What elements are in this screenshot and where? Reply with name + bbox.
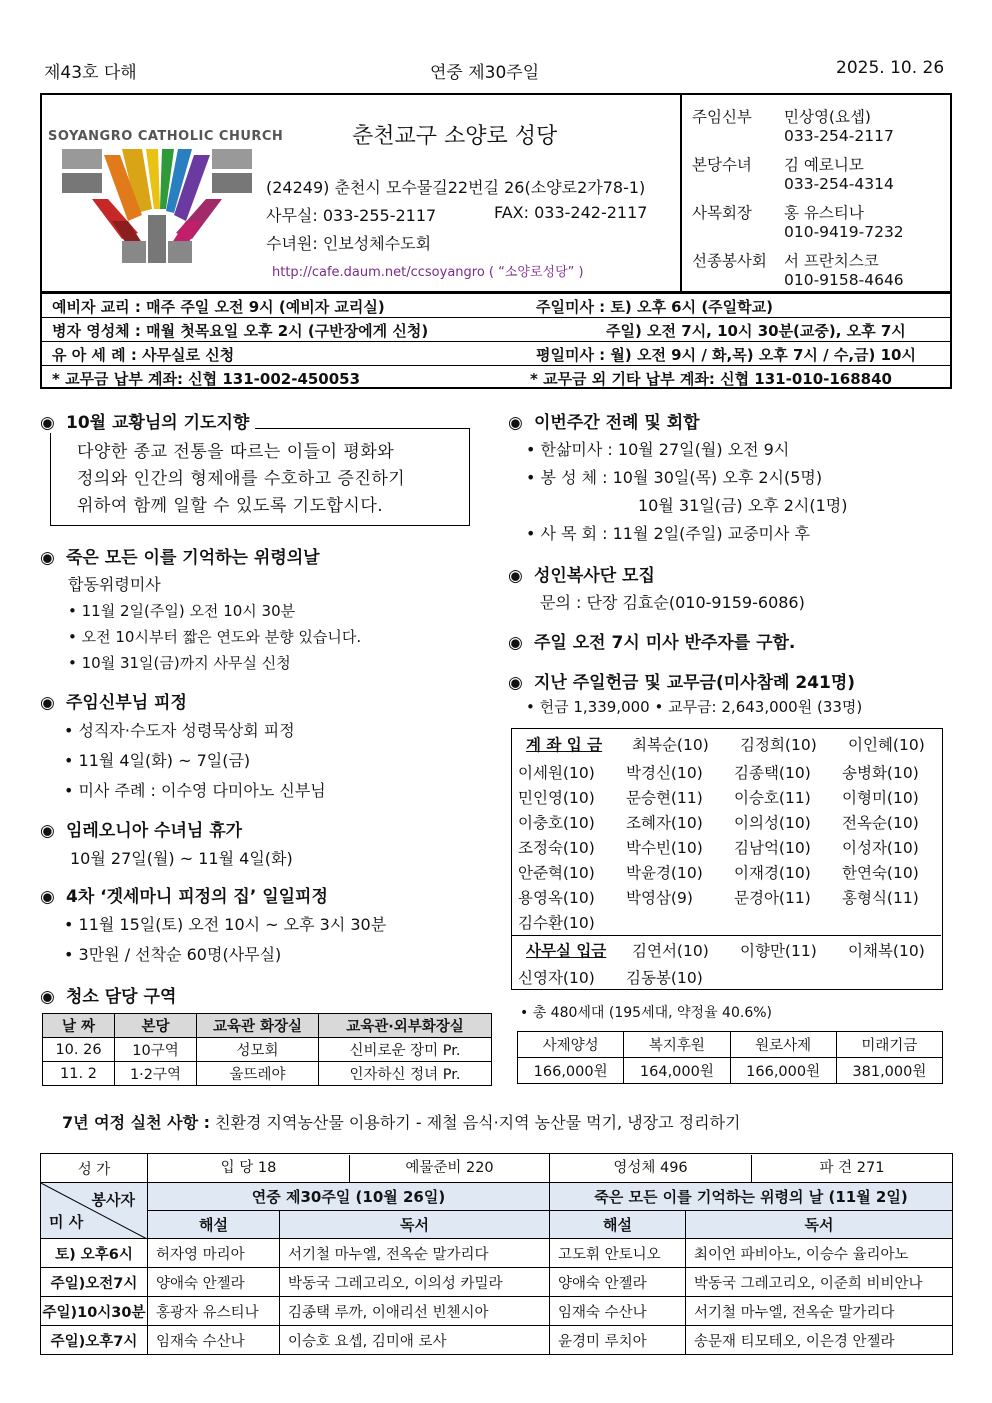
- donor-row: 이충호(10) 조혜자(10) 이의성(10) 전옥순(10): [518, 814, 919, 832]
- organist-title: ◉ 주일 오전 7시 미사 반주자를 구함.: [508, 633, 796, 653]
- donor-row: 이세원(10) 박경신(10) 김종택(10) 송병화(10): [518, 764, 919, 782]
- memorial-title: ◉ 죽은 모든 이를 기억하는 위령의날: [40, 548, 320, 568]
- donor-row: 민인영(10) 문승현(11) 이승호(11) 이형미(10): [518, 789, 919, 807]
- cafe-link[interactable]: http://cafe.daum.net/ccsoyangro ( “소양로성당” ): [272, 265, 584, 280]
- retreat-item: • 11월 4일(화) ~ 7일(금): [64, 751, 251, 770]
- header-divider: [680, 95, 682, 291]
- office-deposit-label: 사무실 입금: [526, 942, 607, 960]
- logo-text: SOYANGRO CATHOLIC CHURCH: [48, 129, 284, 144]
- donor-row: 안준혁(10) 박윤경(10) 이재경(10) 한연숙(10): [518, 864, 919, 882]
- table-row: 토) 오후6시 허자영 마리아 서기철 마누엘, 전옥순 말가리다 고도휘 안토니오 최이언 파비아노, 이승수 율리아노: [41, 1239, 953, 1268]
- prayer-box: 다양한 종교 전통을 따르는 이들이 평화와 정의와 인간의 형제애를 수호하고 증진하기 위하여 함께 일할 수 있도록 기도합시다.: [50, 428, 470, 526]
- gethsemane-title: ◉ 4차 ‘겟세마니 피정의 집’ 일일피정: [40, 887, 328, 907]
- prayer-title: ◉ 10월 교황님의 기도지향: [40, 408, 255, 433]
- donor-box: [511, 728, 943, 990]
- donor-row: 조정숙(10) 박수빈(10) 김남억(10) 이성자(10): [518, 839, 919, 857]
- table-header: 사제양성 복지후원 원로사제 미래기금: [518, 1032, 943, 1058]
- table-row: 주일)10시30분 홍광자 유스티나 김종택 루까, 이애리선 빈첸시아 임재숙 수산나 서기철 마누엘, 전옥순 말가리다: [41, 1297, 953, 1326]
- liturgy-item: • 사 목 회 : 11월 2일(주일) 교중미사 후: [526, 524, 811, 543]
- fund-table: [517, 1031, 943, 1084]
- staff-council: 사목회장 홍 유스티나 010-9419-7232: [692, 204, 904, 241]
- info-row: 병자 영성체 : 매월 첫목요일 오후 2시 (구반장에게 신청) 주일) 오전 7시, 10시 30분(교중), 오후 7시: [42, 317, 950, 341]
- corner-cell: 봉사자 미 사: [41, 1183, 148, 1239]
- info-row: 유 아 세 례 : 사무실로 신청 평일미사 : 월) 오전 9시 / 화,목) 오후 7시 / 수,금) 10시: [42, 341, 950, 365]
- bullet-icon: ◉: [508, 413, 523, 433]
- table-row: 166,000원 164,000원 166,000원 381,000원: [518, 1058, 943, 1084]
- liturgy-title: ◉ 이번주간 전례 및 회합: [508, 413, 700, 433]
- issue-number: 제43호 다해: [44, 63, 137, 83]
- staff-pastor: 주임신부 민상영(요셉) 033-254-2117: [692, 108, 894, 145]
- info-box: [40, 293, 952, 389]
- bullet-icon: ◉: [508, 673, 523, 693]
- nun-vacation-title: ◉ 임레오니아 수녀님 휴가: [40, 821, 243, 841]
- bullet-icon: ◉: [40, 987, 55, 1007]
- donor-divider: [512, 935, 941, 936]
- convent-name: 수녀원: 인보성체수도회: [266, 234, 432, 253]
- bullet-icon: ◉: [40, 887, 55, 907]
- sub-header-row: 해설 독서 해설 독서: [41, 1211, 953, 1239]
- table-row: 11. 2 1·2구역 울뜨레야 인자하신 정녀 Pr.: [43, 1062, 492, 1086]
- office-phone: 사무실: 033-255-2117: [266, 206, 437, 225]
- retreat-title: ◉ 주임신부님 피정: [40, 693, 187, 713]
- info-row: 예비자 교리 : 매주 주일 오전 9시 (예비자 교리실) 주일미사 : 토) 오후 6시 (주일학교): [42, 293, 950, 317]
- total-households: • 총 480세대 (195세대, 약정율 40.6%): [520, 1005, 772, 1021]
- liturgy-item: • 한삶미사 : 10월 27일(월) 오전 9시: [526, 440, 790, 459]
- staff-funeral: 선종봉사회 서 프란치스코 010-9158-4646: [692, 252, 904, 289]
- fax-number: FAX: 033-242-2117: [494, 203, 648, 222]
- donor-row: 김수환(10): [518, 914, 595, 932]
- stats-row: 성 가 입 당 18 예물준비 220 영성체 496 파 견 271: [41, 1154, 953, 1183]
- table-row: 10. 26 10구역 성모회 신비로운 장미 Pr.: [43, 1038, 492, 1062]
- bullet-icon: ◉: [40, 693, 55, 713]
- bullet-icon: ◉: [40, 548, 55, 568]
- account-deposit-label: 계 좌 입 금: [526, 736, 603, 754]
- cleaning-title: ◉ 청소 담당 구역: [40, 987, 177, 1007]
- liturgy-item: 10월 31일(금) 오후 2시(1명): [638, 496, 848, 515]
- offering-summary: • 헌금 1,339,000 • 교무금: 2,643,000원 (33명): [526, 698, 863, 716]
- liturgical-week: 연중 제30주일: [430, 63, 540, 83]
- church-name: 춘천교구 소양로 성당: [352, 124, 558, 149]
- adult-server-contact: 문의 : 단장 김효순(010-9159-6086): [540, 593, 805, 612]
- staff-sister: 본당수녀 김 예로니모 033-254-4314: [692, 156, 894, 193]
- memorial-sub: 합동위령미사: [68, 575, 161, 594]
- memorial-item: • 10월 31일(금)까지 사무실 신청: [68, 654, 291, 672]
- table-row: 주일)오전7시 양애숙 안젤라 박동국 그레고리오, 이의성 카밀라 양애숙 안젤라 박동국 그레고리오, 이준희 비비안나: [41, 1268, 953, 1297]
- donor-row: 용영옥(10) 박영삼(9) 문경아(11) 홍형식(11): [518, 889, 919, 907]
- gethsemane-item: • 3만원 / 선착순 60명(사무실): [64, 945, 282, 964]
- minister-schedule-table: [40, 1153, 953, 1355]
- adult-server-title: ◉ 성인복사단 모집: [508, 566, 655, 586]
- church-logo-icon: [62, 149, 252, 263]
- cleaning-table: [42, 1013, 492, 1086]
- donor-row: 계 좌 입 금 최복순(10) 김정희(10) 이인혜(10): [518, 733, 956, 755]
- church-address: (24249) 춘천시 모수물길22번길 26(소양로2가78-1): [266, 178, 646, 197]
- liturgy-item: • 봉 성 체 : 10월 30일(목) 오후 2시(5명): [526, 468, 823, 487]
- donor-row: 사무실 입금 김연서(10) 이향만(11) 이채복(10): [518, 939, 956, 961]
- group-header-row: 봉사자 미 사 연중 제30주일 (10월 26일) 죽은 모든 이를 기억하는 위령의 날 (11월 2일): [41, 1183, 953, 1211]
- bullet-icon: ◉: [40, 821, 55, 841]
- memorial-item: • 11월 2일(주일) 오전 10시 30분: [68, 602, 296, 620]
- journey-line: 7년 여정 실천 사항 : 친환경 지역농산물 이용하기 - 제철 음식·지역 농산물 먹기, 냉장고 정리하기: [62, 1113, 741, 1132]
- bullet-icon: ◉: [508, 633, 523, 653]
- retreat-item: • 성직자·수도자 성령묵상회 피정: [64, 721, 295, 740]
- header-box: [40, 93, 952, 293]
- retreat-item: • 미사 주례 : 이수영 다미아노 신부님: [64, 781, 326, 800]
- bulletin-date: 2025. 10. 26: [836, 58, 945, 78]
- bullet-icon: ◉: [508, 566, 523, 586]
- info-row: * 교무금 납부 계좌: 신협 131-002-450053 * 교무금 외 기타 납부 계좌: 신협 131-010-168840: [42, 365, 950, 389]
- table-row: 주일)오후7시 임재숙 수산나 이승호 요셉, 김미애 로사 윤경미 루치아 송문재 티모테오, 이은경 안젤라: [41, 1326, 953, 1355]
- gethsemane-item: • 11월 15일(토) 오전 10시 ~ 오후 3시 30분: [64, 915, 387, 934]
- nun-vacation-dates: 10월 27일(월) ~ 11월 4일(화): [70, 849, 293, 868]
- offering-title: ◉ 지난 주일헌금 및 교무금(미사참례 241명): [508, 673, 856, 693]
- bullet-icon: ◉: [40, 413, 55, 433]
- table-header: 날 짜 본당 교육관 화장실 교육관·외부화장실: [43, 1014, 492, 1038]
- memorial-item: • 오전 10시부터 짧은 연도와 분향 있습니다.: [68, 628, 362, 646]
- donor-row: 신영자(10) 김동봉(10): [518, 969, 703, 987]
